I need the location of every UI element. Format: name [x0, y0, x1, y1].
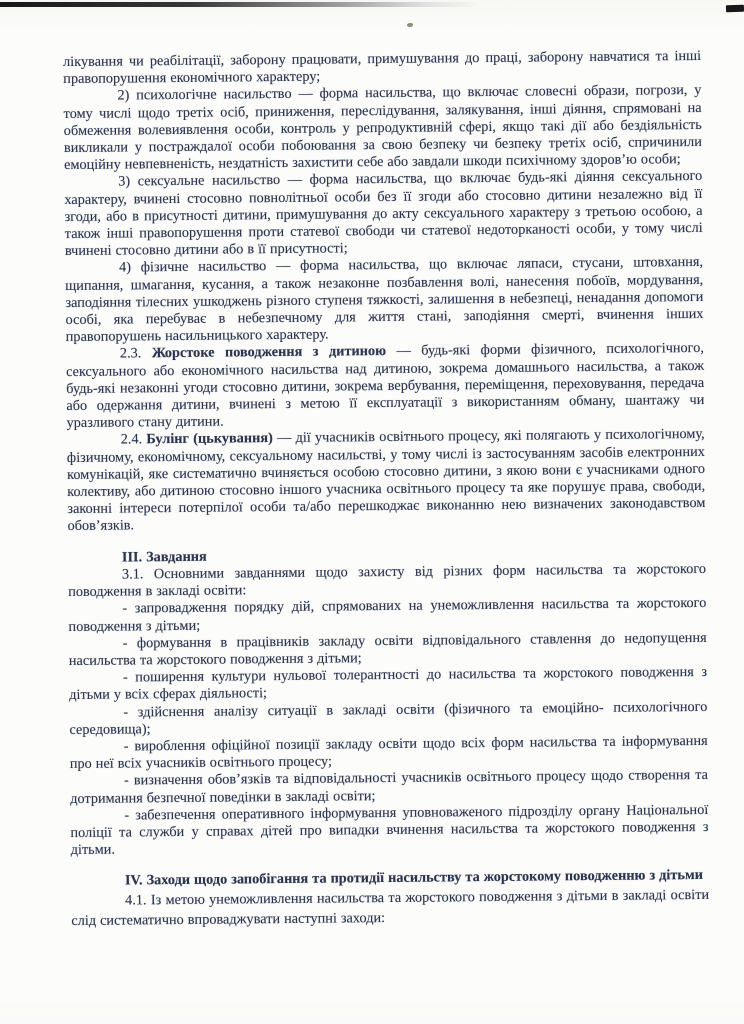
- paragraph-definition-physical-violence: 4) фізичне насильство — форма насильства, що включає ляпаси, стусани, штовхання, щипання, шмагання, кусання, а також незаконне позбавлення волі, нанесення побоїв, мордування, заподіяння тілесних ушкоджень різного ступеня тяжкості, залишення в небезпеці, ненадання допомоги особі, яка перебуває в небезпечному для життя стані, заподіяння смерті, вчинення інших правопорушень насильницького характеру.: [65, 254, 704, 346]
- task-bullet-item: - визначення обов’язків та відповідальності учасників освітнього процесу щодо створення та дотримання безпечної поведінки в закладі освіти;: [70, 767, 709, 807]
- task-bullet-item: - вироблення офіційної позиції закладу освіти щодо всіх форм насильства та інформування про неї всіх учасників освітнього процесу;: [69, 732, 708, 773]
- paragraph-measures-intro: 4.1. Із метою унеможливлення насильства та жорстокого поводження з дітьми в закладі освіти слід систематично впроваджувати наступні заходи:: [71, 887, 710, 930]
- paragraph-tasks-intro: 3.1. Основними завданнями щодо захисту від різних форм насильства та жорстокого поводження в закладі освіти:: [68, 560, 707, 601]
- section-heading-measures: IV. Заходи щодо запобігання та протидії насильству та жорстокому поводженню з дітьми: [124, 867, 703, 889]
- paragraph-definition-cruel-treatment: [66, 340, 705, 432]
- section-measures: [71, 865, 710, 931]
- definition-text: — будь-які форми фізичного, психологічного, сексуального або економічного насильства над дитиною, зокрема домашнього насильства, а також будь-які незаконні угоди стосовно дитини, зокрема вербування, переміщення, переховування, передача або одержання дитини, вчинені з метою її експлуатації з використанням обману, шантажу чи уразливого стану дитини.: [65, 340, 705, 432]
- definition-text: — дії учасників освітнього процесу, які полягають у психологічному, фізичному, економічному, сексуальному насильстві, у тому числі із застосуванням засобів електронних комунікацій, яке систематично вчиняється особою стосовно дитини, з якою вони є учасниками одного колективу, або дитиною стосовно іншого учасника освітнього процесу та яке порушує права, свободи, законні інтереси потерпілої особи та/або перешкоджає виконанню нею визначених законодавством обов’язків.: [66, 426, 706, 535]
- clause-number: 2.3.: [119, 345, 152, 362]
- task-bullet-item: - запровадження порядку дій, спрямованих на унеможливлення насильства та жорстокого поводження з дітьми;: [68, 595, 707, 635]
- document-body: [63, 48, 709, 931]
- scan-artifact-speck: [407, 23, 413, 27]
- paragraph-definition-bullying: [67, 426, 706, 535]
- scan-artifact-corner-mark: [726, 5, 744, 13]
- term-cruel-treatment: Жорстоке поводження з дитиною: [151, 343, 387, 362]
- task-bullet-item: - здійснення аналізу ситуації в закладі освіти (фізичного та емоційно- психологічного середовища);: [69, 698, 708, 738]
- clause-number: 2.4.: [120, 431, 147, 448]
- task-bullet-item: - поширення культури нульової толерантності до насильства та жорстокого поводження з дітьми у всіх сферах діяльності;: [69, 664, 708, 704]
- section-heading-tasks: III. Завдання: [121, 548, 207, 566]
- paragraph-definition-psychological-violence: 2) психологічне насильство — форма насильства, що включає словесні образи, погрози, у тому числі щодо третіх осіб, приниження, переслідування, залякування, інші діяння, спрямовані на обмеження волевиявлення особи, контроль у репродуктивній сфері, якщо такі дії або бездіяльність викликали у постраждалої особи побоювання за свою безпеку чи безпеку третіх осіб, спричинили емоційну невпевненість, нездатність захистити себе або завдали шкоди психічному здоров’ю особи;: [63, 82, 702, 174]
- task-bullet-item: - забезпечення оперативного інформування уповноваженого підрозділу органу Національної поліції та служби у справах дітей про випадки вчинення насильства та жорстокого поводження з дітьми.: [70, 801, 709, 859]
- term-bullying: Булінг (цькування): [146, 430, 273, 448]
- paragraph-definition-sexual-violence: 3) сексуальне насильство — форма насильства, що включає будь-які діяння сексуального характеру, вчинені стосовно повнолітньої особи без її згоди або стосовно дитини незалежно від її згоди, або в присутності дитини, примушування до акту сексуального характеру з третьою особою, а також інші правопорушення проти статевої свободи чи статевої недоторканості особи, у тому числі вчинені стосовно дитини або в її присутності;: [64, 168, 703, 260]
- paragraph-lead-continuation: лікування чи реабілітації, заборону працювати, примушування до праці, заборону навчатися та інші правопорушення економічного характеру;: [63, 47, 702, 88]
- scan-artifact-top-line: [0, 2, 480, 7]
- task-bullet-item: - формування в працівників закладу освіти відповідального ставлення до недопущення насильства та жорстокого поводження з дітьми;: [68, 629, 707, 669]
